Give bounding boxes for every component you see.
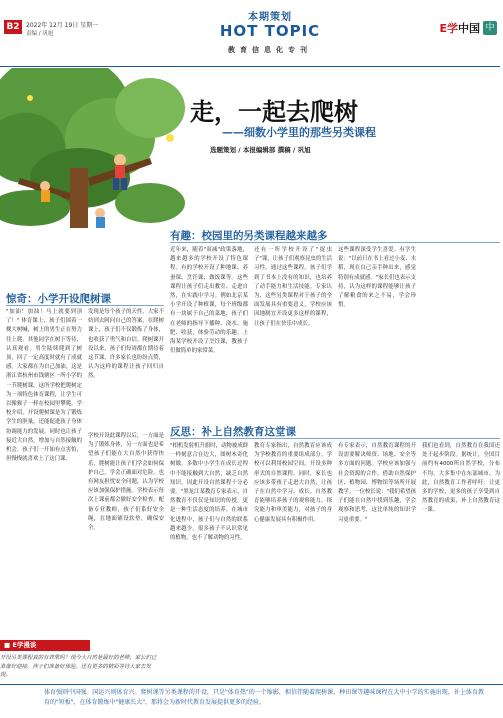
article-column: 还有一所学校开设了"捉虫子"课，让孩子们观察昆虫的生活习性。通过这些课程，孩子们学到了书本上没有的知识，也培养了动手能力和生活技能。专家认为，这些另类课程对于孩子的全面发展具有重要意义，学校应该因地制宜开设更多这样的课程，让孩子们在快乐中成长。 (254, 247, 332, 327)
section-rule-mid (170, 242, 500, 243)
article-column: "相机发射机升旗时，动物被成群一样刻意合在边大，图树木奇化树做。多数中小学生在成长过程中不能接触到大自然，缺乏自然知识，因此开设自然课程十分必要。"黑龙江某教育专家表示，自然教育不仅仅是知识的传授，更是一种生活态度的培养。在城市化进程中，孩子们与自然的联系越来越少。很多孩子不认识常见的植物，也不了解动物的习性。 (170, 443, 248, 542)
section-title-mid: 有趣：校园里的另类课程越来越多 (170, 230, 328, 242)
brand-name-part-a: E学 (439, 22, 458, 35)
article-column: "加油！加油！马上就要到顶了！" 体育课上，孩子们围着一棵大树喊，树上的男生正在努力往上爬。其他同学在树下等待，认真观看。男生陆续爬到了树顶，回了一定高度时就有了成就感。大家都在为自己加油。这是浙江省杭州市钱塘区一所小学的一节爬树课。这所学校把爬树定为一项特色体育课程，让学生可以像猴子一样在校园里攀爬。学校介绍，开设爬树课是为了锻炼学生的胆量，还能促进孩子身体协调能力的发展。同时也让孩子接近大自然，增加与自然接触的机会。孩子们一开始有点害怕，但慢慢就喜欢上了这门课。 (6, 309, 82, 463)
brand-icon: 中 (483, 21, 497, 35)
page-number: B2 (4, 20, 22, 34)
brand-logo-group (439, 20, 497, 36)
article-column: 学校开设此课程以后，一方面是为了锻炼身体，另一方面也是希望孩子们能在大自然中获得快乐，爬树能让孩子们学会如何保护自己，学会正确面对危险。也有网友担忧安全问题，认为学校应该加强保护措施。学校表示每次上课前都会做好安全检查，配备专业教师，孩子们系好安全绳，在地面铺设软垫，确保安全。 (88, 433, 164, 532)
column-tag: ■ E学漫谈 (0, 640, 90, 651)
article-column: 教育专家指出，自然教育应该成为学校教育的重要组成部分。学校可以利用校园空间，开设多种形式的自然课程。同时，家长也应该多带孩子走进大自然，让孩子在自然中学习、成长。自然教育能够培养孩子的观察能力、探究能力和审美能力，对孩子的身心健康发展具有积极作用。 (254, 443, 332, 523)
article-column: 有专家表示，自然教育课程的开设需要解决师资、场地、安全等多方面的问题。学校应该加强与社会资源的合作，借助自然保护区、植物园、博物馆等场所开展教学。一位校长说："我们希望孩子们能在自然中找到乐趣，学会观察和思考，这比单纯的知识学习更重要。" (338, 443, 416, 523)
brand-name (439, 20, 480, 36)
section-title-right: 反思：补上自然教育这堂课 (170, 426, 296, 438)
masthead-left (0, 0, 130, 50)
article-column: 我们也看到，自然教育在我国还处于起步阶段。据统计，全国目前约有4000所自然学校，分布不均，大多集中在东部城市。为此，自然教育工作者呼吁：让更多的学校、更多的孩子享受到自然教育的成果，补上自然教育这一课。 (422, 443, 500, 514)
footer-summary: 体育强则中国强。国运兴则体育兴。爬树课等另类课程的开设，只是"体育热"的一个缩影，相信伴随着爬树课、种田课等趣味课程在大中小学的实施出现，补上体育教育的"短板"，在体育锻炼中"健康长大"，那将会为新时代教育发展提供更多的经验。 (44, 689, 484, 706)
plan-label-cn: 本期策划 (248, 12, 292, 23)
article-column: 发现是每个孩子的天性，大家不妨到去阿问自己的答案，在爬树课上，孩子们不仅锻炼了身体，也收获了勇气和自信。爬树课开设以来，孩子们每周都在期待着这节课，许多家长也纷纷点赞，认为这样的课程让孩子回归自然。 (88, 309, 164, 380)
editor-credit: 责编 / 巩旭 (26, 31, 54, 37)
footer-rule (0, 684, 503, 685)
brand-name-part-b: 中国 (458, 22, 480, 35)
issue-date: 2022年 12月 19日 星期一 (26, 22, 99, 29)
plan-subtitle: 教育信息化专刊 (228, 46, 312, 54)
section-banner (170, 8, 370, 55)
byline: 选题策划 / 本报编辑部 撰稿 / 巩旭 (210, 146, 311, 154)
article-column: 近年来，随着"双减"政策落地，越来越多的学校开设了特色课程。有的学校开设了种地课、养蚕课、烹饪课、做饭课等。这些课程让孩子们走出教室、走进自然，在实践中学习。例如北京某小学开设了种植课，每个班级都有一块属于自己的菜地，孩子们在老师的指导下播种、浇水、施肥、收获，体验劳动的乐趣。上海某学校开设了烹饪课，教孩子们做简单的家常菜。 (170, 247, 248, 355)
article-column: 这些课程深受学生喜爱。有学生说："以前只在书上看过小麦、水稻，现在自己亲手种出来，感觉特别有成就感。"家长们也表示支持，认为这样的课程能够让孩子了解粮食的来之不易，学会珍惜。 (338, 247, 416, 309)
masthead-rule (130, 66, 500, 67)
sub-headline: ——细数小学里的那些另类课程 (222, 126, 376, 139)
main-headline: 走，一起去爬树 (190, 98, 358, 126)
column-note: 开设另类课程真的有效果吗？现今大自然是最好的老师，家长们已准备好迎接、孩子们准备好体验。还有更多的精彩等待大家去发现。 (0, 655, 157, 678)
section-rule-right (170, 438, 500, 439)
plan-label-en: HOT TOPIC (219, 22, 321, 40)
masthead-rule-left (0, 66, 150, 67)
section-title-left: 惊奇：小学开设爬树课 (6, 293, 111, 305)
section-rule-left (6, 305, 164, 306)
